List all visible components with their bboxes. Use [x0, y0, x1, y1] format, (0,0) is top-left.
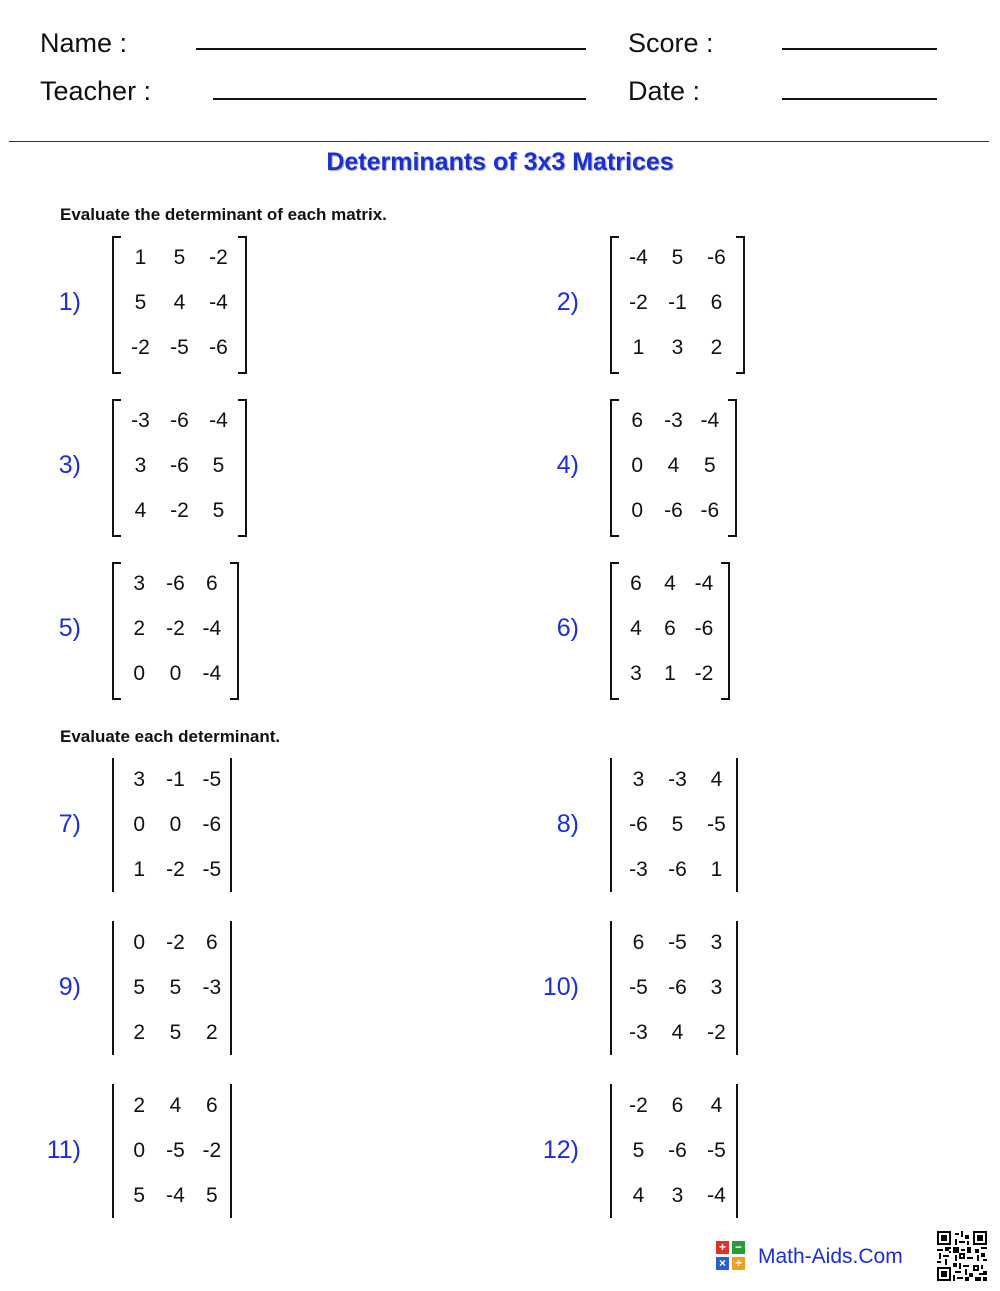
left-bar	[112, 1084, 114, 1218]
matrix-entry: 3	[630, 662, 642, 685]
matrix-entry: 2	[205, 1021, 218, 1044]
matrix-entry: -2	[131, 336, 150, 359]
matrix-entry: 4	[173, 291, 186, 314]
problem-11	[0, 1084, 260, 1224]
matrix-entry: 5	[703, 454, 716, 477]
matrix-entry: -3	[629, 1021, 648, 1044]
brand-link[interactable]: Math-Aids.Com	[758, 1245, 903, 1268]
matrix-entry: -4	[202, 617, 222, 640]
matrix-entry: -1	[668, 291, 687, 314]
problem-number: 4)	[556, 451, 579, 479]
problem-2	[498, 236, 758, 376]
matrix-entry: 3	[710, 976, 723, 999]
matrix-entry: 6	[205, 1094, 218, 1117]
matrix-entry: -2	[166, 931, 185, 954]
matrix-entry: -2	[209, 246, 228, 269]
matrix	[112, 562, 239, 698]
teacher-field[interactable]	[213, 98, 586, 100]
section-2-instruction: Evaluate each determinant.	[60, 727, 281, 746]
matrix-entry: -2	[629, 1094, 648, 1117]
matrix-entry: -2	[707, 1021, 726, 1044]
problem-number: 7)	[58, 810, 81, 838]
matrix-entry: 3	[671, 336, 684, 359]
matrix-entry: -6	[668, 1139, 687, 1162]
matrix-entry: 1	[710, 858, 723, 881]
problem-number: 6)	[556, 614, 579, 642]
matrix-entry: 2	[710, 336, 723, 359]
matrix-entry: 5	[632, 1139, 645, 1162]
matrix-entry: 6	[664, 617, 676, 640]
matrix-entry: -6	[166, 572, 185, 595]
matrix-entry: 0	[631, 454, 643, 477]
matrix-entry: 1	[133, 858, 145, 881]
matrix-entry: 5	[169, 976, 182, 999]
problem-number: 1)	[58, 288, 81, 316]
matrix-entry: -3	[664, 409, 683, 432]
matrix-entry: 1	[664, 662, 676, 685]
matrix-entry: 4	[134, 499, 147, 522]
header-divider	[9, 141, 989, 142]
problem-number: 8)	[556, 810, 579, 838]
matrix-entry: 4	[630, 617, 642, 640]
matrix	[112, 399, 247, 535]
left-bar	[112, 921, 114, 1055]
matrix-entry: 2	[133, 1021, 145, 1044]
matrix-entry: -4	[707, 1184, 726, 1207]
matrix-entry: -6	[664, 499, 683, 522]
problem-number: 3)	[58, 451, 81, 479]
matrix-entry: -5	[707, 1139, 726, 1162]
matrix-entry: -6	[694, 617, 714, 640]
matrix-entry: 3	[134, 454, 147, 477]
matrix-entry: 0	[169, 813, 182, 836]
matrix-entry: -1	[166, 768, 185, 791]
name-label: Name :	[40, 28, 128, 58]
matrix-entry: -4	[629, 246, 648, 269]
matrix-entry: -4	[209, 409, 228, 432]
problem-3	[0, 399, 260, 539]
matrix-entry: -6	[668, 858, 687, 881]
determinant	[610, 758, 745, 894]
determinant	[112, 921, 239, 1057]
matrix-entry: 5	[671, 813, 684, 836]
problem-5	[0, 562, 260, 702]
matrix-entry: -6	[202, 813, 222, 836]
matrix-entry: 6	[630, 572, 642, 595]
matrix-entry: 3	[133, 768, 145, 791]
determinant	[610, 1084, 745, 1220]
matrix-entry: -6	[629, 813, 648, 836]
problem-number: 10)	[542, 973, 579, 1001]
matrix-entry: -5	[202, 858, 222, 881]
matrix-entry: -2	[166, 858, 185, 881]
matrix	[610, 236, 745, 372]
matrix-entry: -3	[202, 976, 222, 999]
matrix-entry: -2	[629, 291, 648, 314]
problem-number: 11)	[46, 1136, 81, 1164]
matrix-entry: -5	[202, 768, 222, 791]
matrix-entry: 6	[205, 572, 218, 595]
matrix-entry: -2	[694, 662, 714, 685]
matrix-entry: -2	[202, 1139, 222, 1162]
matrix-entry: 2	[133, 617, 145, 640]
matrix-entry: 4	[169, 1094, 182, 1117]
problem-number: 5)	[58, 614, 81, 642]
section-1-instruction: Evaluate the determinant of each matrix.	[60, 205, 387, 224]
score-label: Score :	[628, 28, 714, 58]
matrix-entry: -2	[170, 499, 189, 522]
matrix-entry: 1	[134, 246, 147, 269]
teacher-label: Teacher :	[40, 76, 152, 106]
matrix-entry: -5	[707, 813, 726, 836]
left-bar	[112, 758, 114, 892]
matrix-entry: 5	[169, 1021, 182, 1044]
matrix-entry: 4	[667, 454, 680, 477]
matrix-entry: 0	[133, 813, 145, 836]
matrix-entry: 0	[169, 662, 182, 685]
matrix-entry: -4	[209, 291, 228, 314]
problem-7	[0, 758, 260, 898]
matrix-entry: -6	[707, 246, 726, 269]
matrix-entry: 5	[134, 291, 147, 314]
matrix-entry: -6	[170, 409, 189, 432]
matrix-entry: 6	[205, 931, 218, 954]
matrix-entry: 5	[133, 976, 145, 999]
problem-number: 9)	[58, 973, 81, 1001]
right-bracket	[238, 399, 247, 537]
matrix-entry: 0	[631, 499, 643, 522]
matrix-entry: -6	[209, 336, 228, 359]
determinant	[610, 921, 745, 1057]
date-label: Date :	[628, 76, 701, 106]
matrix-entry: 5	[671, 246, 684, 269]
matrix-entry: -4	[700, 409, 720, 432]
matrix-entry: -5	[166, 1139, 185, 1162]
matrix-entry: -6	[170, 454, 189, 477]
problem-number: 2)	[556, 288, 579, 316]
matrix-entry: 3	[710, 931, 723, 954]
matrix-entry: 6	[632, 931, 645, 954]
matrix-entry: -5	[629, 976, 648, 999]
right-bracket	[238, 236, 247, 374]
matrix-entry: -4	[202, 662, 222, 685]
matrix	[112, 236, 247, 372]
qr-code-icon	[937, 1231, 987, 1281]
problem-4	[498, 399, 758, 539]
matrix-entry: 6	[710, 291, 723, 314]
matrix-entry: 2	[133, 1094, 145, 1117]
matrix-entry: 0	[133, 931, 145, 954]
matrix-entry: 1	[632, 336, 645, 359]
matrix-entry: 0	[133, 1139, 145, 1162]
matrix-entry: 4	[710, 768, 723, 791]
problem-number: 12)	[542, 1136, 579, 1164]
problem-12	[498, 1084, 758, 1224]
matrix-entry: -4	[694, 572, 714, 595]
matrix-entry: 5	[173, 246, 186, 269]
right-bracket	[736, 236, 745, 374]
problem-10	[498, 921, 758, 1061]
matrix-entry: 5	[133, 1184, 145, 1207]
page-title: Determinants of 3x3 Matrices	[326, 148, 674, 176]
matrix-entry: -2	[166, 617, 185, 640]
matrix-entry: -3	[131, 409, 150, 432]
determinant	[112, 1084, 239, 1220]
problem-9	[0, 921, 260, 1061]
matrix-entry: -6	[700, 499, 720, 522]
matrix-entry: 5	[212, 499, 225, 522]
matrix-entry: 4	[664, 572, 676, 595]
matrix	[610, 562, 730, 698]
matrix-entry: 0	[133, 662, 145, 685]
matrix-entry: 3	[133, 572, 145, 595]
matrix-entry: 4	[710, 1094, 723, 1117]
matrix	[610, 399, 737, 535]
left-bar	[610, 1084, 612, 1218]
matrix-entry: 6	[631, 409, 643, 432]
problem-6	[498, 562, 758, 702]
left-bar	[610, 758, 612, 892]
left-bar	[610, 921, 612, 1055]
matrix-entry: -5	[170, 336, 189, 359]
matrix-entry: -3	[668, 768, 687, 791]
date-field[interactable]	[782, 98, 937, 100]
matrix-entry: 5	[212, 454, 225, 477]
matrix-entry: 3	[671, 1184, 684, 1207]
matrix-entry: -3	[629, 858, 648, 881]
matrix-entry: 6	[671, 1094, 684, 1117]
matrix-entry: 3	[632, 768, 645, 791]
problem-1	[0, 236, 260, 376]
matrix-entry: -5	[668, 931, 687, 954]
matrix-entry: -4	[166, 1184, 185, 1207]
problem-8	[498, 758, 758, 898]
matrix-entry: 4	[671, 1021, 684, 1044]
name-field[interactable]	[196, 48, 586, 50]
calculator-icon: + − × ÷	[716, 1241, 746, 1271]
matrix-entry: -6	[668, 976, 687, 999]
matrix-entry: 4	[632, 1184, 645, 1207]
matrix-entry: 5	[205, 1184, 218, 1207]
determinant	[112, 758, 239, 894]
score-field[interactable]	[782, 48, 937, 50]
